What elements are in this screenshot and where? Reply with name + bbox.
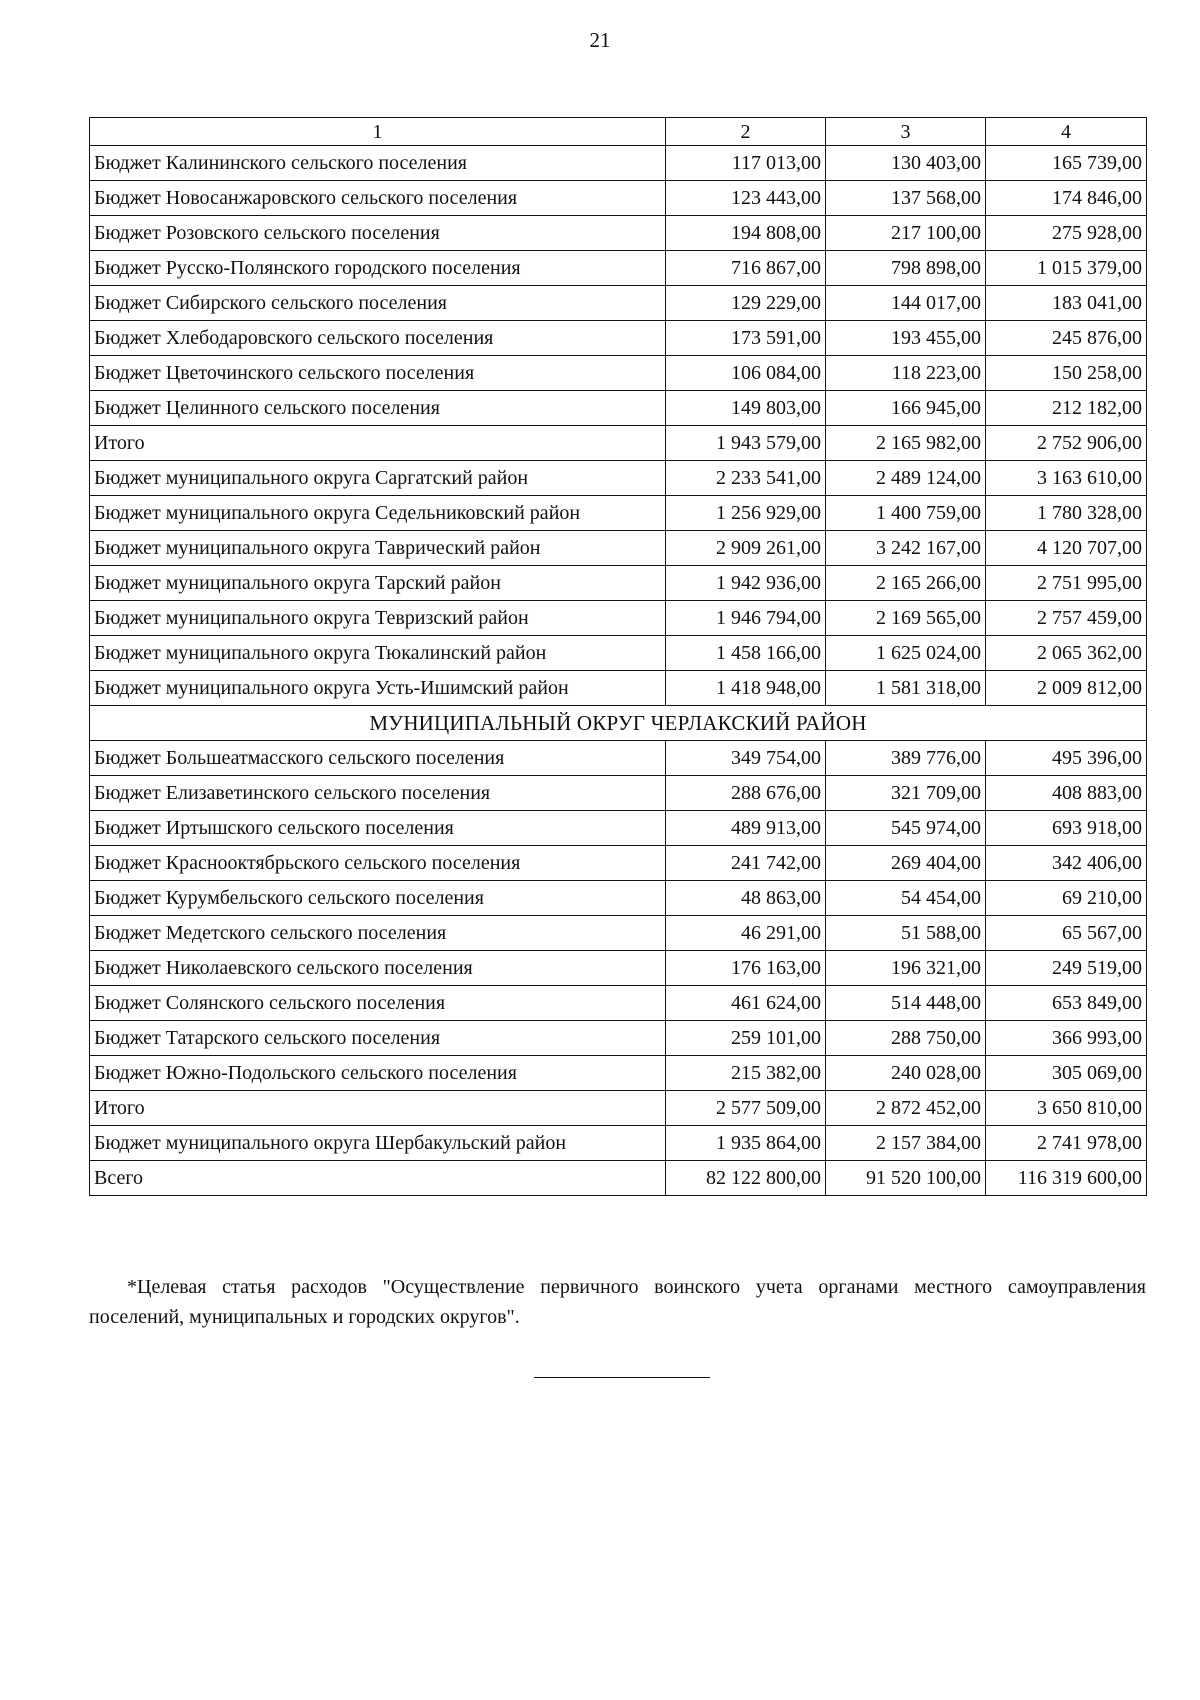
table-row bbox=[90, 1091, 1147, 1126]
table-row bbox=[90, 636, 1147, 671]
row-name: Всего bbox=[90, 1161, 666, 1196]
value-col4: 65 567,00 bbox=[986, 916, 1147, 951]
value-col2: 117 013,00 bbox=[666, 146, 826, 181]
value-col4: 2 752 906,00 bbox=[986, 426, 1147, 461]
value-col4: 174 846,00 bbox=[986, 181, 1147, 216]
value-col4: 3 163 610,00 bbox=[986, 461, 1147, 496]
value-col4: 2 009 812,00 bbox=[986, 671, 1147, 706]
column-header: 2 bbox=[666, 118, 826, 146]
value-col4: 275 928,00 bbox=[986, 216, 1147, 251]
row-name: Бюджет муниципального округа Тарский район bbox=[90, 566, 666, 601]
value-col2: 1 935 864,00 bbox=[666, 1126, 826, 1161]
value-col2: 215 382,00 bbox=[666, 1056, 826, 1091]
row-name: Бюджет Русско-Полянского городского поселения bbox=[90, 251, 666, 286]
value-col3: 3 242 167,00 bbox=[826, 531, 986, 566]
value-col2: 489 913,00 bbox=[666, 811, 826, 846]
table-row bbox=[90, 251, 1147, 286]
value-col3: 2 157 384,00 bbox=[826, 1126, 986, 1161]
column-header: 1 bbox=[90, 118, 666, 146]
value-col4: 249 519,00 bbox=[986, 951, 1147, 986]
row-name: Бюджет Елизаветинского сельского поселения bbox=[90, 776, 666, 811]
value-col3: 389 776,00 bbox=[826, 741, 986, 776]
table-row bbox=[90, 986, 1147, 1021]
value-col2: 48 863,00 bbox=[666, 881, 826, 916]
row-name: Бюджет Калининского сельского поселения bbox=[90, 146, 666, 181]
value-col2: 46 291,00 bbox=[666, 916, 826, 951]
row-name: Бюджет муниципального округа Седельниковский район bbox=[90, 496, 666, 531]
table-row bbox=[90, 776, 1147, 811]
row-name: Бюджет Цветочинского сельского поселения bbox=[90, 356, 666, 391]
table-row bbox=[90, 496, 1147, 531]
value-col3: 288 750,00 bbox=[826, 1021, 986, 1056]
row-name: Бюджет Розовского сельского поселения bbox=[90, 216, 666, 251]
table-row bbox=[90, 601, 1147, 636]
value-col2: 1 942 936,00 bbox=[666, 566, 826, 601]
value-col3: 321 709,00 bbox=[826, 776, 986, 811]
table-row bbox=[90, 1021, 1147, 1056]
value-col2: 1 458 166,00 bbox=[666, 636, 826, 671]
table-row bbox=[90, 951, 1147, 986]
row-name: Бюджет Большеатмасского сельского поселения bbox=[90, 741, 666, 776]
value-col4: 150 258,00 bbox=[986, 356, 1147, 391]
table-row bbox=[90, 286, 1147, 321]
value-col2: 1 256 929,00 bbox=[666, 496, 826, 531]
value-col4: 245 876,00 bbox=[986, 321, 1147, 356]
value-col3: 1 625 024,00 bbox=[826, 636, 986, 671]
table-row bbox=[90, 671, 1147, 706]
value-col4: 165 739,00 bbox=[986, 146, 1147, 181]
value-col3: 217 100,00 bbox=[826, 216, 986, 251]
row-name: Бюджет Медетского сельского поселения bbox=[90, 916, 666, 951]
value-col3: 54 454,00 bbox=[826, 881, 986, 916]
value-col3: 269 404,00 bbox=[826, 846, 986, 881]
value-col2: 2 577 509,00 bbox=[666, 1091, 826, 1126]
section-row bbox=[90, 706, 1147, 741]
value-col4: 1 015 379,00 bbox=[986, 251, 1147, 286]
value-col3: 2 165 982,00 bbox=[826, 426, 986, 461]
row-name: Бюджет муниципального округа Тюкалинский район bbox=[90, 636, 666, 671]
row-name: Бюджет муниципального округа Таврический район bbox=[90, 531, 666, 566]
section-title: МУНИЦИПАЛЬНЫЙ ОКРУГ ЧЕРЛАКСКИЙ РАЙОН bbox=[90, 706, 1147, 741]
value-col4: 693 918,00 bbox=[986, 811, 1147, 846]
table-row bbox=[90, 426, 1147, 461]
value-col2: 461 624,00 bbox=[666, 986, 826, 1021]
column-header: 3 bbox=[826, 118, 986, 146]
value-col4: 2 741 978,00 bbox=[986, 1126, 1147, 1161]
value-col3: 130 403,00 bbox=[826, 146, 986, 181]
table-row bbox=[90, 181, 1147, 216]
row-name: Бюджет муниципального округа Тевризский район bbox=[90, 601, 666, 636]
value-col3: 91 520 100,00 bbox=[826, 1161, 986, 1196]
value-col3: 545 974,00 bbox=[826, 811, 986, 846]
table-row bbox=[90, 1126, 1147, 1161]
table-row bbox=[90, 1161, 1147, 1196]
footnote: *Целевая статья расходов "Осуществление первичного воинского учета органами местного самоуправления поселений, муниципальных и городских округов". bbox=[89, 1276, 1146, 1328]
end-line bbox=[534, 1377, 710, 1378]
value-col4: 653 849,00 bbox=[986, 986, 1147, 1021]
value-col2: 241 742,00 bbox=[666, 846, 826, 881]
value-col3: 1 581 318,00 bbox=[826, 671, 986, 706]
value-col2: 176 163,00 bbox=[666, 951, 826, 986]
table-row bbox=[90, 566, 1147, 601]
row-name: Бюджет Солянского сельского поселения bbox=[90, 986, 666, 1021]
value-col3: 144 017,00 bbox=[826, 286, 986, 321]
value-col3: 514 448,00 bbox=[826, 986, 986, 1021]
value-col4: 1 780 328,00 bbox=[986, 496, 1147, 531]
row-name: Бюджет муниципального округа Саргатский район bbox=[90, 461, 666, 496]
table-row bbox=[90, 881, 1147, 916]
value-col3: 51 588,00 bbox=[826, 916, 986, 951]
value-col3: 240 028,00 bbox=[826, 1056, 986, 1091]
value-col4: 4 120 707,00 bbox=[986, 531, 1147, 566]
value-col3: 2 169 565,00 bbox=[826, 601, 986, 636]
value-col4: 183 041,00 bbox=[986, 286, 1147, 321]
value-col4: 2 065 362,00 bbox=[986, 636, 1147, 671]
table-row bbox=[90, 321, 1147, 356]
value-col3: 798 898,00 bbox=[826, 251, 986, 286]
value-col3: 118 223,00 bbox=[826, 356, 986, 391]
table-header-row bbox=[90, 118, 1147, 146]
row-name: Бюджет муниципального округа Усть-Ишимский район bbox=[90, 671, 666, 706]
value-col2: 149 803,00 bbox=[666, 391, 826, 426]
value-col4: 2 751 995,00 bbox=[986, 566, 1147, 601]
value-col2: 259 101,00 bbox=[666, 1021, 826, 1056]
row-name: Бюджет Хлебодаровского сельского поселения bbox=[90, 321, 666, 356]
value-col3: 193 455,00 bbox=[826, 321, 986, 356]
row-name: Бюджет Новосанжаровского сельского поселения bbox=[90, 181, 666, 216]
value-col2: 2 909 261,00 bbox=[666, 531, 826, 566]
table-row bbox=[90, 741, 1147, 776]
table-row bbox=[90, 916, 1147, 951]
table-row bbox=[90, 356, 1147, 391]
value-col2: 173 591,00 bbox=[666, 321, 826, 356]
value-col2: 349 754,00 bbox=[666, 741, 826, 776]
value-col2: 288 676,00 bbox=[666, 776, 826, 811]
value-col2: 1 946 794,00 bbox=[666, 601, 826, 636]
value-col3: 166 945,00 bbox=[826, 391, 986, 426]
row-name: Бюджет Сибирского сельского поселения bbox=[90, 286, 666, 321]
value-col3: 2 165 266,00 bbox=[826, 566, 986, 601]
value-col4: 495 396,00 bbox=[986, 741, 1147, 776]
page-number: 21 bbox=[589, 28, 611, 52]
value-col2: 106 084,00 bbox=[666, 356, 826, 391]
row-name: Бюджет Николаевского сельского поселения bbox=[90, 951, 666, 986]
value-col4: 2 757 459,00 bbox=[986, 601, 1147, 636]
value-col2: 716 867,00 bbox=[666, 251, 826, 286]
value-col3: 2 872 452,00 bbox=[826, 1091, 986, 1126]
value-col4: 305 069,00 bbox=[986, 1056, 1147, 1091]
row-name: Бюджет Курумбельского сельского поселения bbox=[90, 881, 666, 916]
row-name: Бюджет Иртышского сельского поселения bbox=[90, 811, 666, 846]
budget-table bbox=[89, 117, 1147, 1196]
column-header: 4 bbox=[986, 118, 1147, 146]
value-col2: 194 808,00 bbox=[666, 216, 826, 251]
value-col4: 116 319 600,00 bbox=[986, 1161, 1147, 1196]
value-col4: 212 182,00 bbox=[986, 391, 1147, 426]
table-row bbox=[90, 846, 1147, 881]
row-name: Бюджет муниципального округа Шербакульский район bbox=[90, 1126, 666, 1161]
table-row bbox=[90, 531, 1147, 566]
table-row bbox=[90, 461, 1147, 496]
value-col4: 342 406,00 bbox=[986, 846, 1147, 881]
value-col2: 123 443,00 bbox=[666, 181, 826, 216]
value-col2: 1 943 579,00 bbox=[666, 426, 826, 461]
value-col4: 408 883,00 bbox=[986, 776, 1147, 811]
value-col4: 3 650 810,00 bbox=[986, 1091, 1147, 1126]
value-col4: 366 993,00 bbox=[986, 1021, 1147, 1056]
table-row bbox=[90, 146, 1147, 181]
row-name: Бюджет Южно-Подольского сельского поселения bbox=[90, 1056, 666, 1091]
table-row bbox=[90, 1056, 1147, 1091]
value-col2: 82 122 800,00 bbox=[666, 1161, 826, 1196]
value-col3: 196 321,00 bbox=[826, 951, 986, 986]
table-row bbox=[90, 216, 1147, 251]
value-col3: 137 568,00 bbox=[826, 181, 986, 216]
row-name: Бюджет Татарского сельского поселения bbox=[90, 1021, 666, 1056]
table-row bbox=[90, 391, 1147, 426]
row-name: Бюджет Целинного сельского поселения bbox=[90, 391, 666, 426]
value-col3: 2 489 124,00 bbox=[826, 461, 986, 496]
table-row bbox=[90, 811, 1147, 846]
value-col2: 1 418 948,00 bbox=[666, 671, 826, 706]
value-col4: 69 210,00 bbox=[986, 881, 1147, 916]
value-col3: 1 400 759,00 bbox=[826, 496, 986, 531]
value-col2: 2 233 541,00 bbox=[666, 461, 826, 496]
row-name: Бюджет Краснооктябрьского сельского поселения bbox=[90, 846, 666, 881]
value-col2: 129 229,00 bbox=[666, 286, 826, 321]
row-name: Итого bbox=[90, 1091, 666, 1126]
row-name: Итого bbox=[90, 426, 666, 461]
